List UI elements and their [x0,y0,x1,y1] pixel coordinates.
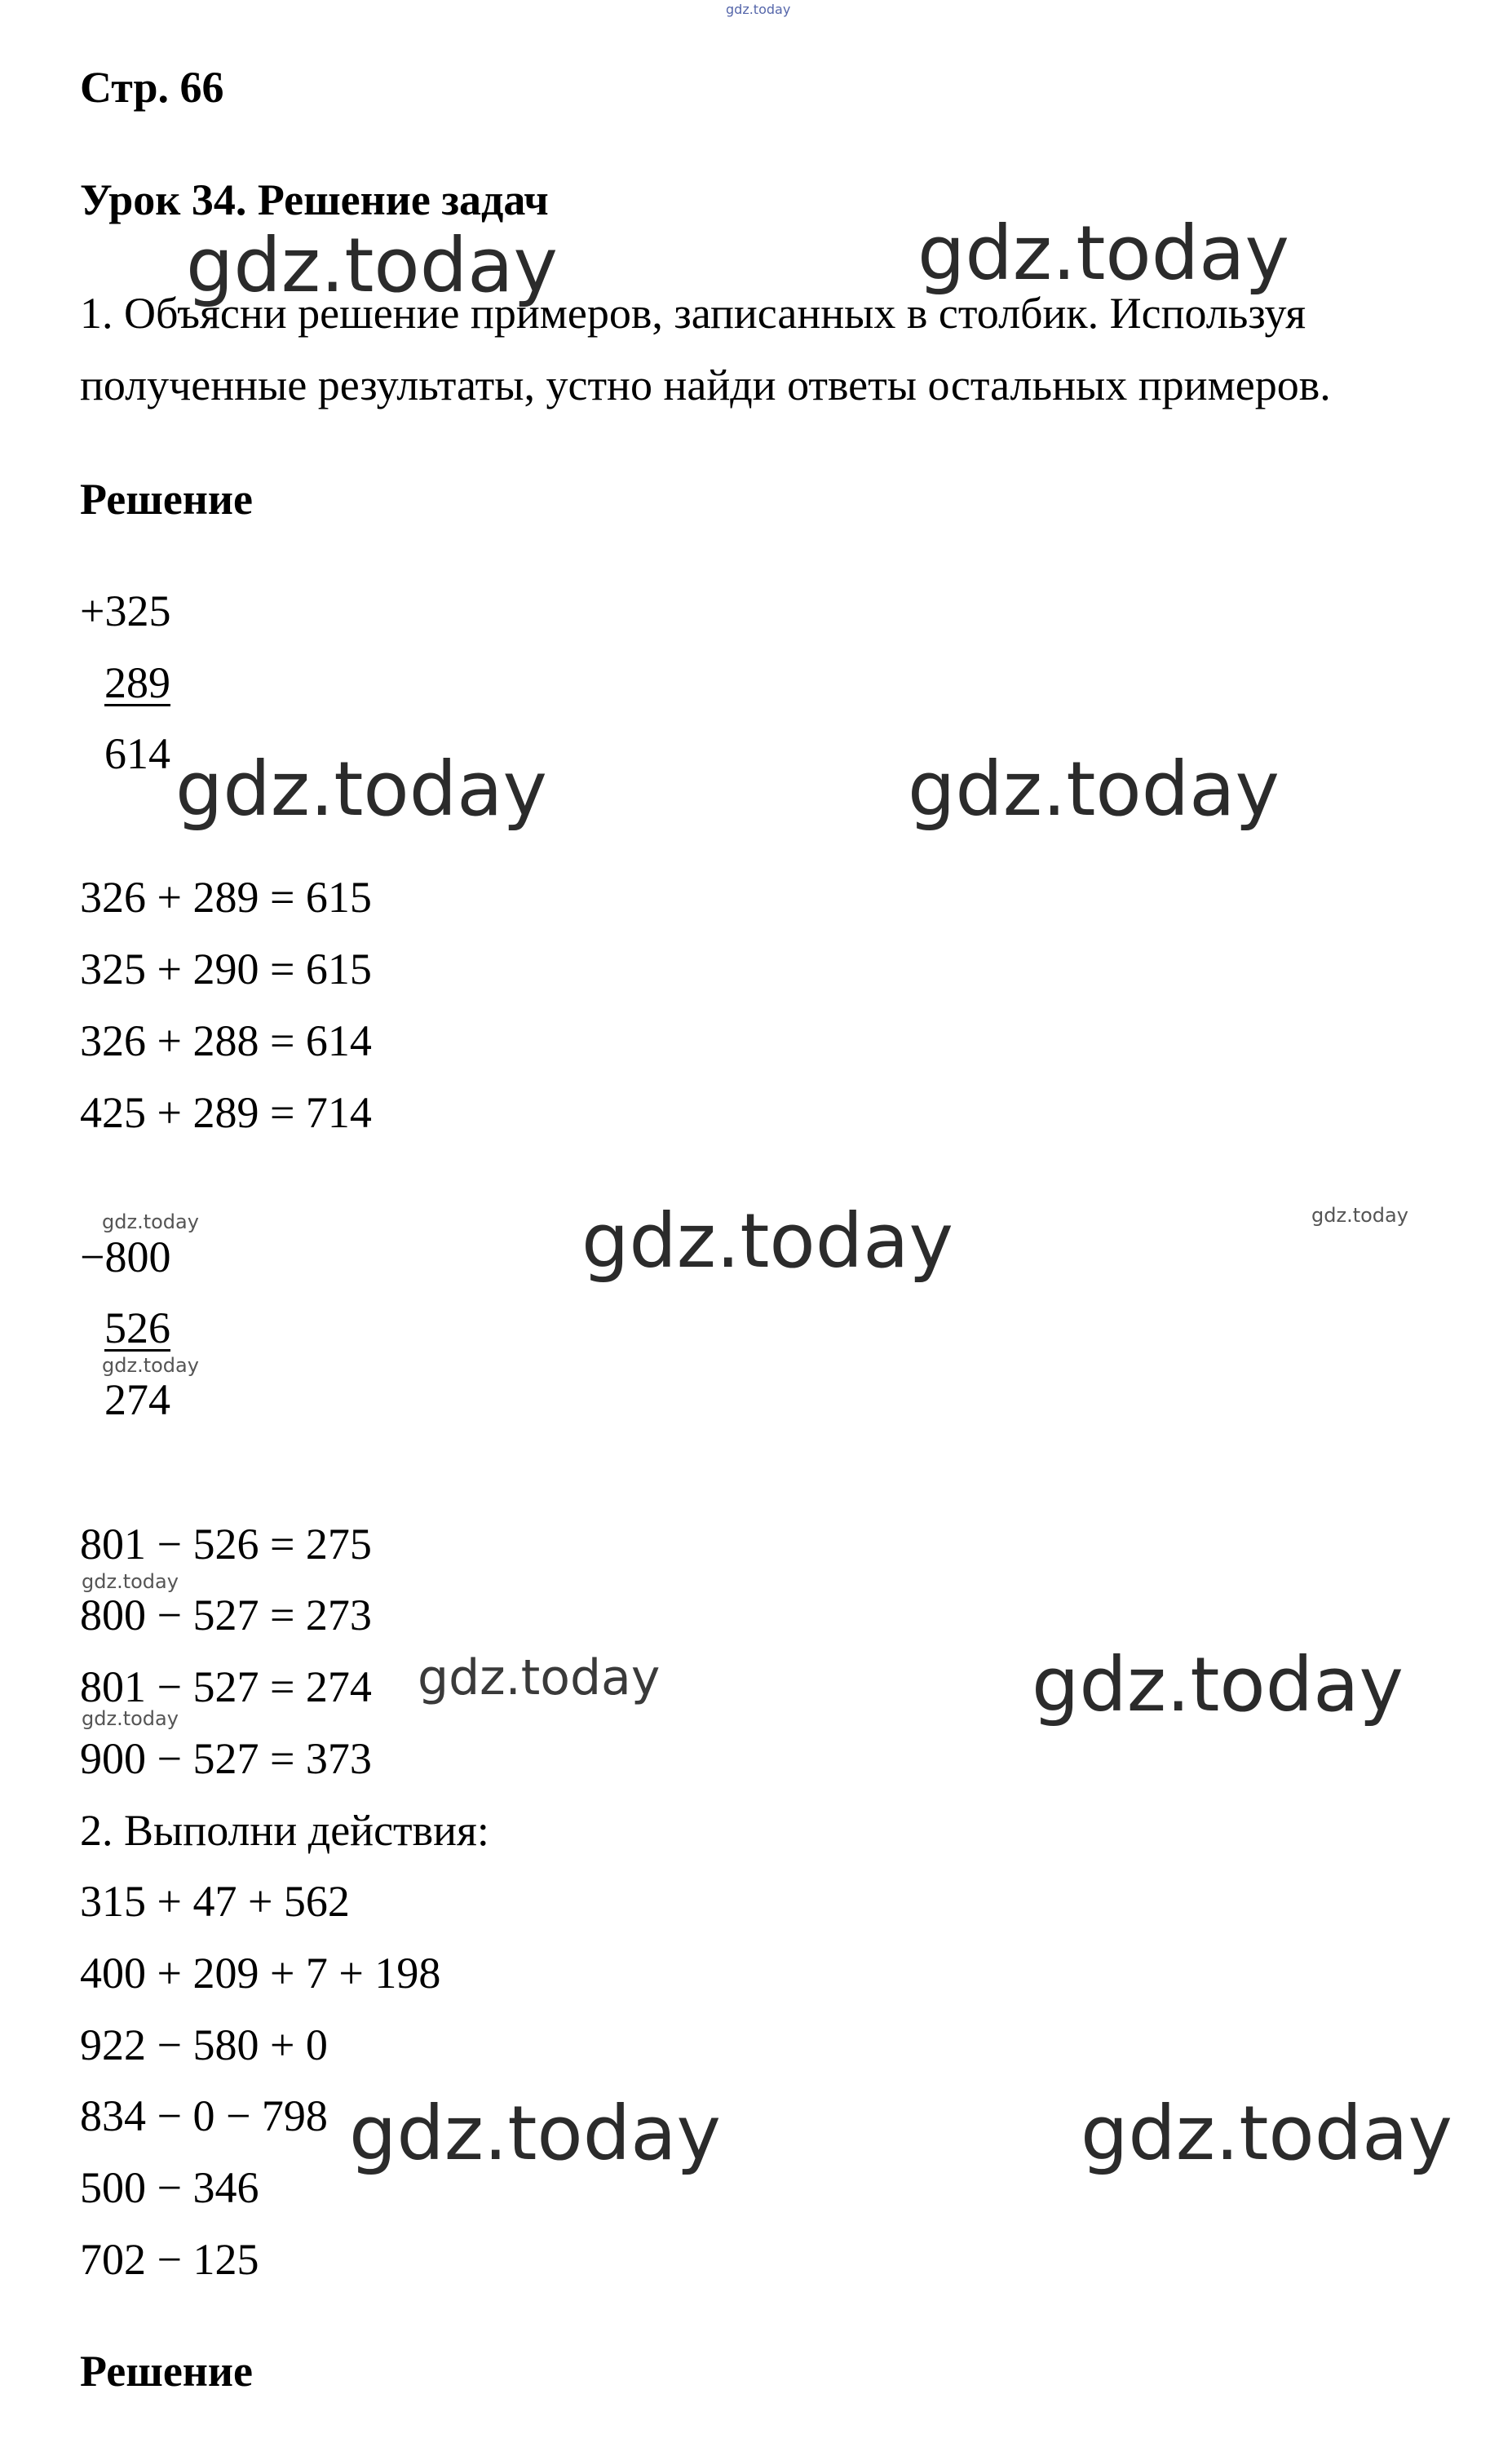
watermark: gdz.today [908,746,1280,833]
column-add-second: 289 [104,658,170,707]
add-example-4: 425 + 289 = 714 [80,1088,372,1137]
watermark: gdz.today [581,1197,953,1285]
page-title: Стр. 66 [80,63,224,112]
add-example-1: 326 + 289 = 615 [80,873,372,922]
watermark: gdz.today [917,210,1289,297]
watermark: gdz.today [1032,1641,1404,1728]
watermark: gdz.today [82,1570,179,1593]
watermark: gdz.today [175,746,547,833]
add-example-3: 326 + 288 = 614 [80,1016,372,1065]
column-sub-top: −800 [80,1232,171,1281]
watermark: gdz.today [186,222,558,309]
column-sub-result: 274 [104,1375,170,1424]
solution-heading-2: Решение [80,2347,253,2396]
column-add-top: +325 [80,586,171,635]
task2-item-2: 400 + 209 + 7 + 198 [80,1949,441,1998]
watermark: gdz.today [726,2,791,17]
watermark: gdz.today [102,1210,199,1233]
watermark: gdz.today [418,1649,661,1706]
task2-item-3: 922 − 580 + 0 [80,2020,328,2069]
watermark: gdz.today [349,2090,721,2177]
add-example-2: 325 + 290 = 615 [80,945,372,993]
watermark: gdz.today [1081,2090,1452,2177]
task1-line2: полученные результаты, устно найди ответы остальных примеров. [80,361,1331,409]
sub-example-3: 801 − 527 = 274 [80,1662,372,1711]
task2-item-5: 500 − 346 [80,2163,259,2212]
task1-line1: 1. Объясни решение примеров, записанных в столбик. Используя [80,289,1306,338]
sub-example-1: 801 − 526 = 275 [80,1520,372,1569]
lesson-title: Урок 34. Решение задач [80,175,549,224]
watermark: gdz.today [82,1707,179,1730]
sub-example-2: 800 − 527 = 273 [80,1591,372,1639]
solution-heading: Решение [80,475,253,524]
column-sub-second: 526 [104,1303,170,1352]
column-add-result: 614 [104,729,170,778]
task2-item-6: 702 − 125 [80,2235,259,2284]
watermark: gdz.today [102,1354,199,1377]
task2-item-1: 315 + 47 + 562 [80,1877,350,1926]
task2-item-4: 834 − 0 − 798 [80,2091,328,2140]
watermark: gdz.today [1311,1204,1408,1227]
sub-example-4: 900 − 527 = 373 [80,1734,372,1783]
task2-title: 2. Выполни действия: [80,1806,489,1855]
